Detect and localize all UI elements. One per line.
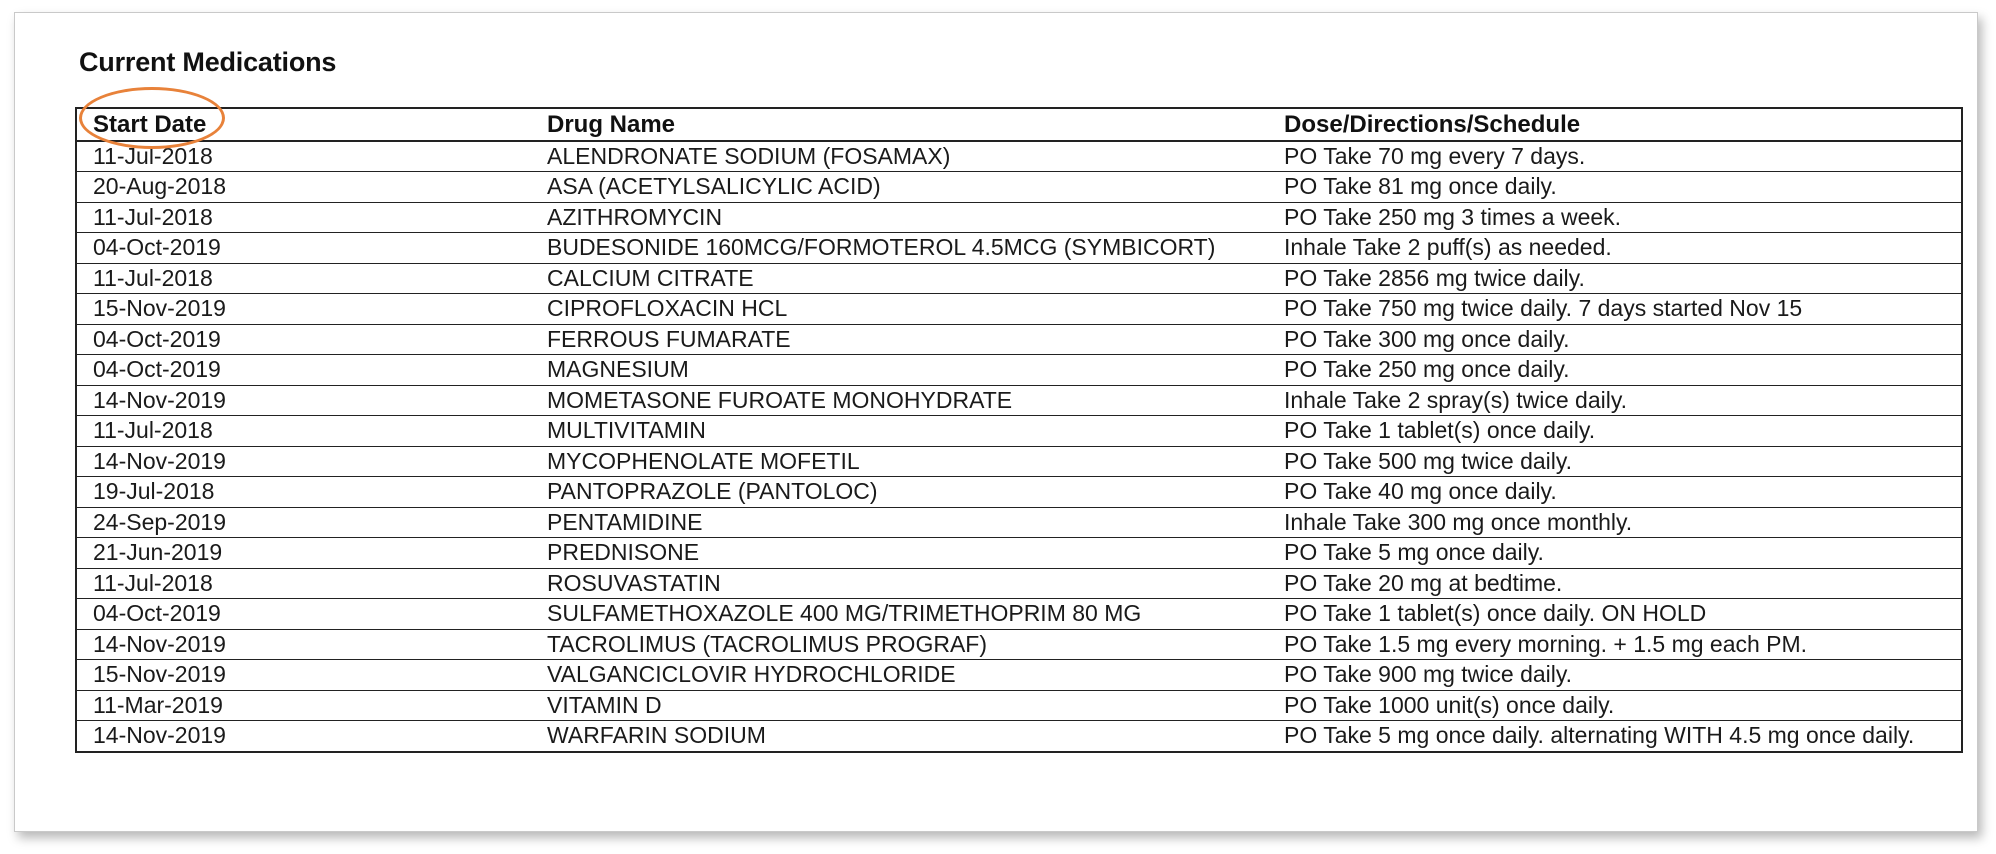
cell-dose: PO Take 1 tablet(s) once daily. ON HOLD bbox=[1268, 599, 1962, 630]
cell-drug-name: SULFAMETHOXAZOLE 400 MG/TRIMETHOPRIM 80 MG bbox=[531, 599, 1268, 630]
cell-dose: PO Take 20 mg at bedtime. bbox=[1268, 568, 1962, 599]
document-page bbox=[14, 12, 1978, 832]
cell-dose: Inhale Take 2 spray(s) twice daily. bbox=[1268, 385, 1962, 416]
cell-drug-name: TACROLIMUS (TACROLIMUS PROGRAF) bbox=[531, 629, 1268, 660]
cell-dose: PO Take 900 mg twice daily. bbox=[1268, 660, 1962, 691]
table-row bbox=[76, 385, 1962, 416]
table-row bbox=[76, 324, 1962, 355]
table-row bbox=[76, 172, 1962, 203]
cell-dose: PO Take 70 mg every 7 days. bbox=[1268, 141, 1962, 172]
table-body bbox=[76, 141, 1962, 752]
cell-drug-name: VALGANCICLOVIR HYDROCHLORIDE bbox=[531, 660, 1268, 691]
cell-drug-name: AZITHROMYCIN bbox=[531, 202, 1268, 233]
cell-start-date: 11-Mar-2019 bbox=[76, 690, 531, 721]
cell-drug-name: MOMETASONE FUROATE MONOHYDRATE bbox=[531, 385, 1268, 416]
cell-start-date: 11-Jul-2018 bbox=[76, 202, 531, 233]
table-row bbox=[76, 202, 1962, 233]
cell-start-date: 21-Jun-2019 bbox=[76, 538, 531, 569]
cell-start-date: 14-Nov-2019 bbox=[93, 722, 226, 748]
table-row bbox=[76, 141, 1962, 172]
cell-dose: PO Take 300 mg once daily. bbox=[1268, 324, 1962, 355]
cell-drug-name: PANTOPRAZOLE (PANTOLOC) bbox=[531, 477, 1268, 508]
section-title: Current Medications bbox=[79, 47, 337, 77]
header-start-date: Start Date bbox=[76, 108, 531, 141]
header-dose: Dose/Directions/Schedule bbox=[1268, 108, 1962, 141]
cell-start-date: 14-Nov-2019 bbox=[76, 629, 531, 660]
medications-table bbox=[75, 107, 1963, 753]
cell-dose: PO Take 500 mg twice daily. bbox=[1268, 446, 1962, 477]
table-row bbox=[76, 507, 1962, 538]
cell-dose: PO Take 81 mg once daily. bbox=[1268, 172, 1962, 203]
cell-dose: Inhale Take 2 puff(s) as needed. bbox=[1268, 233, 1962, 264]
cell-start-date: 20-Aug-2018 bbox=[76, 172, 531, 203]
cell-drug-name: FERROUS FUMARATE bbox=[531, 324, 1268, 355]
cell-start-date: 11-Jul-2018 bbox=[76, 263, 531, 294]
cell-start-date: 14-Nov-2019 bbox=[76, 385, 531, 416]
cell-dose: PO Take 250 mg once daily. bbox=[1268, 355, 1962, 386]
cell-drug-name: ROSUVASTATIN bbox=[531, 568, 1268, 599]
header-drug-name: Drug Name bbox=[531, 108, 1268, 141]
table-row bbox=[76, 233, 1962, 264]
cell-dose: PO Take 1.5 mg every morning. + 1.5 mg each PM. bbox=[1268, 629, 1962, 660]
table-row bbox=[76, 263, 1962, 294]
cell-dose: PO Take 2856 mg twice daily. bbox=[1268, 263, 1962, 294]
cell-start-date: 04-Oct-2019 bbox=[76, 233, 531, 264]
table-row bbox=[76, 721, 1962, 752]
cell-start-date: 11-Jul-2018 bbox=[76, 416, 531, 447]
table-row bbox=[76, 690, 1962, 721]
table-row bbox=[76, 446, 1962, 477]
cell-start-date: 19-Jul-2018 bbox=[76, 477, 531, 508]
cell-start-date: 14-Nov-2019 bbox=[76, 446, 531, 477]
cell-drug-name: BUDESONIDE 160MCG/FORMOTEROL 4.5MCG (SYMBICORT) bbox=[531, 233, 1268, 264]
cell-start-date: 15-Nov-2019 bbox=[76, 294, 531, 325]
cell-start-date: 11-Jul-2018 bbox=[76, 568, 531, 599]
cell-drug-name: PREDNISONE bbox=[531, 538, 1268, 569]
table-row bbox=[76, 629, 1962, 660]
cell-drug-name: MAGNESIUM bbox=[531, 355, 1268, 386]
cell-drug-name: CIPROFLOXACIN HCL bbox=[531, 294, 1268, 325]
cell-start-date: 15-Nov-2019 bbox=[76, 660, 531, 691]
table-row bbox=[76, 355, 1962, 386]
cell-start-date: 04-Oct-2019 bbox=[76, 324, 531, 355]
cell-dose: PO Take 250 mg 3 times a week. bbox=[1268, 202, 1962, 233]
cell-start-date: 04-Oct-2019 bbox=[76, 355, 531, 386]
cell-drug-name: CALCIUM CITRATE bbox=[531, 263, 1268, 294]
cell-dose: PO Take 1 tablet(s) once daily. bbox=[1268, 416, 1962, 447]
cell-dose: PO Take 5 mg once daily. alternating WITH 4.5 mg once daily. bbox=[1284, 722, 1915, 748]
table-row bbox=[76, 416, 1962, 447]
cell-drug-name: ASA (ACETYLSALICYLIC ACID) bbox=[531, 172, 1268, 203]
cell-start-date: 11-Jul-2018 bbox=[76, 141, 531, 172]
cell-drug-name: ALENDRONATE SODIUM (FOSAMAX) bbox=[531, 141, 1268, 172]
cell-start-date: 24-Sep-2019 bbox=[76, 507, 531, 538]
cell-drug-name: MYCOPHENOLATE MOFETIL bbox=[531, 446, 1268, 477]
table-row bbox=[76, 294, 1962, 325]
table-row bbox=[76, 660, 1962, 691]
table-row bbox=[76, 477, 1962, 508]
cell-start-date: 04-Oct-2019 bbox=[76, 599, 531, 630]
cell-dose: PO Take 1000 unit(s) once daily. bbox=[1268, 690, 1962, 721]
cell-drug-name: VITAMIN D bbox=[531, 690, 1268, 721]
table-row bbox=[76, 599, 1962, 630]
table-row bbox=[76, 538, 1962, 569]
table-header-row bbox=[76, 108, 1962, 141]
table-row bbox=[76, 568, 1962, 599]
cell-drug-name: WARFARIN SODIUM bbox=[547, 722, 766, 748]
cell-dose: PO Take 5 mg once daily. bbox=[1268, 538, 1962, 569]
cell-dose: PO Take 750 mg twice daily. 7 days started Nov 15 bbox=[1268, 294, 1962, 325]
cell-drug-name: PENTAMIDINE bbox=[531, 507, 1268, 538]
cell-dose: PO Take 40 mg once daily. bbox=[1268, 477, 1962, 508]
cell-drug-name: MULTIVITAMIN bbox=[531, 416, 1268, 447]
cell-dose: Inhale Take 300 mg once monthly. bbox=[1268, 507, 1962, 538]
